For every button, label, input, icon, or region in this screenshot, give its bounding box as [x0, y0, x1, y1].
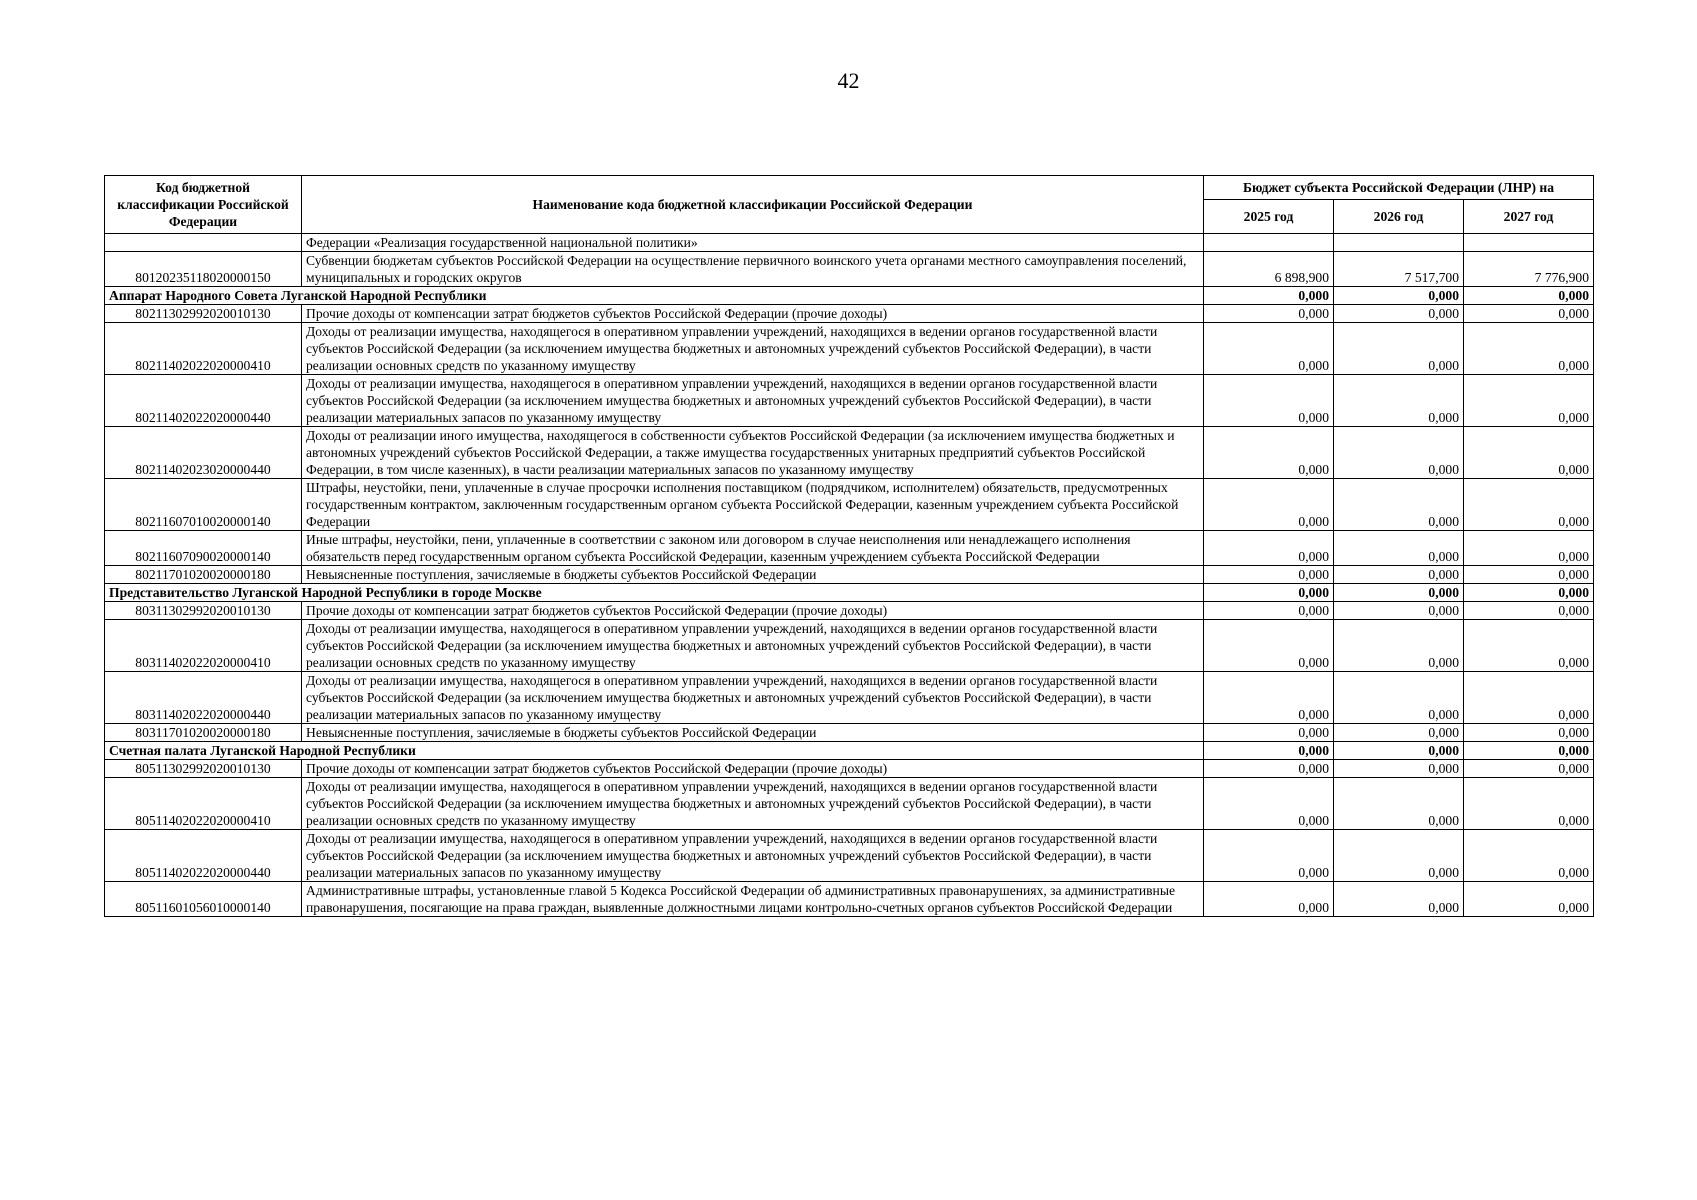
budget-code [105, 234, 302, 252]
amount-2025: 0,000 [1204, 584, 1334, 602]
table-row [105, 305, 1594, 323]
amount-2025: 0,000 [1204, 287, 1334, 305]
amount-2025: 0,000 [1204, 305, 1334, 323]
budget-code-name: Прочие доходы от компенсации затрат бюджетов субъектов Российской Федерации (прочие доходы) [302, 760, 1204, 778]
budget-code: 80211302992020010130 [105, 305, 302, 323]
budget-code-name: Доходы от реализации имущества, находящегося в оперативном управлении учреждений, находящихся в ведении органов государственной власти субъектов Российской Федерации (за исключением имущества бюджетных и автономных учреждений субъектов Российской Федерации), в части реализации материальных запасов по указанному имуществу [302, 830, 1204, 882]
section-row [105, 742, 1594, 760]
amount-2026: 0,000 [1334, 742, 1464, 760]
budget-code: 80311402022020000440 [105, 672, 302, 724]
header-name: Наименование кода бюджетной классификации Российской Федерации [302, 176, 1204, 234]
amount-2026: 0,000 [1334, 427, 1464, 479]
budget-code-name: Невыясненные поступления, зачисляемые в бюджеты субъектов Российской Федерации [302, 566, 1204, 584]
budget-code-name: Прочие доходы от компенсации затрат бюджетов субъектов Российской Федерации (прочие доходы) [302, 602, 1204, 620]
budget-code-name: Административные штрафы, установленные главой 5 Кодекса Российской Федерации об административных правонарушениях, за административные правонарушения, посягающие на права граждан, выявленные должностными лицами контрольно-счетных органов субъектов Российской Федерации [302, 882, 1204, 917]
amount-2026: 7 517,700 [1334, 252, 1464, 287]
table-row [105, 882, 1594, 917]
budget-code: 80311402022020000410 [105, 620, 302, 672]
amount-2026: 0,000 [1334, 882, 1464, 917]
header-year-2027: 2027 год [1464, 200, 1594, 234]
amount-2027: 0,000 [1464, 672, 1594, 724]
table-row [105, 323, 1594, 375]
amount-2027: 0,000 [1464, 287, 1594, 305]
table-row [105, 602, 1594, 620]
section-title: Представительство Луганской Народной Республики в городе Москве [105, 584, 1204, 602]
amount-2027: 0,000 [1464, 323, 1594, 375]
budget-code: 80511302992020010130 [105, 760, 302, 778]
budget-code-name: Прочие доходы от компенсации затрат бюджетов субъектов Российской Федерации (прочие доходы) [302, 305, 1204, 323]
header-budget: Бюджет субъекта Российской Федерации (ЛНР) на [1204, 176, 1594, 200]
table-row [105, 531, 1594, 566]
budget-code: 80511402022020000440 [105, 830, 302, 882]
amount-2025: 0,000 [1204, 620, 1334, 672]
table-row [105, 620, 1594, 672]
amount-2025: 0,000 [1204, 760, 1334, 778]
amount-2026: 0,000 [1334, 287, 1464, 305]
amount-2026: 0,000 [1334, 830, 1464, 882]
amount-2026: 0,000 [1334, 323, 1464, 375]
header-code: Код бюджетной классификации Российской Федерации [105, 176, 302, 234]
budget-code: 80311701020020000180 [105, 724, 302, 742]
budget-code: 80511601056010000140 [105, 882, 302, 917]
budget-code: 80211607090020000140 [105, 531, 302, 566]
budget-code: 80211607010020000140 [105, 479, 302, 531]
table-row [105, 672, 1594, 724]
amount-2027: 0,000 [1464, 882, 1594, 917]
amount-2026: 0,000 [1334, 305, 1464, 323]
budget-code: 80211402023020000440 [105, 427, 302, 479]
budget-code: 80511402022020000410 [105, 778, 302, 830]
budget-code: 80211701020020000180 [105, 566, 302, 584]
table-row [105, 427, 1594, 479]
budget-code-name: Доходы от реализации имущества, находящегося в оперативном управлении учреждений, находящихся в ведении органов государственной власти субъектов Российской Федерации (за исключением имущества бюджетных и автономных учреждений субъектов Российской Федерации), в части реализации материальных запасов по указанному имуществу [302, 375, 1204, 427]
amount-2027: 0,000 [1464, 566, 1594, 584]
header-year-2026: 2026 год [1334, 200, 1464, 234]
budget-code-name: Штрафы, неустойки, пени, уплаченные в случае просрочки исполнения поставщиком (подрядчиком, исполнителем) обязательств, предусмотренных государственным контрактом, заключенным государственным органом субъекта Российской Федерации, казенным учреждением субъекта Российской Федерации [302, 479, 1204, 531]
amount-2025: 0,000 [1204, 830, 1334, 882]
amount-2026: 0,000 [1334, 760, 1464, 778]
amount-2025: 6 898,900 [1204, 252, 1334, 287]
amount-2027 [1464, 234, 1594, 252]
amount-2026: 0,000 [1334, 672, 1464, 724]
amount-2027: 0,000 [1464, 479, 1594, 531]
amount-2027: 0,000 [1464, 602, 1594, 620]
amount-2025: 0,000 [1204, 566, 1334, 584]
amount-2027: 0,000 [1464, 427, 1594, 479]
amount-2025: 0,000 [1204, 882, 1334, 917]
amount-2027: 0,000 [1464, 584, 1594, 602]
amount-2027: 0,000 [1464, 760, 1594, 778]
amount-2027: 7 776,900 [1464, 252, 1594, 287]
amount-2025: 0,000 [1204, 479, 1334, 531]
table-row [105, 375, 1594, 427]
budget-code-name: Иные штрафы, неустойки, пени, уплаченные в соответствии с законом или договором в случае неисполнения или ненадлежащего исполнения обязательств перед государственным органом субъекта Российской Федерации, казенным учреждением субъекта Российской Федерации [302, 531, 1204, 566]
section-title: Счетная палата Луганской Народной Республики [105, 742, 1204, 760]
amount-2026: 0,000 [1334, 566, 1464, 584]
table-row [105, 479, 1594, 531]
budget-code-name: Федерации «Реализация государственной национальной политики» [302, 234, 1204, 252]
amount-2025: 0,000 [1204, 531, 1334, 566]
amount-2026: 0,000 [1334, 602, 1464, 620]
table-body [105, 234, 1594, 917]
section-title: Аппарат Народного Совета Луганской Народной Республики [105, 287, 1204, 305]
table-row [105, 234, 1594, 252]
amount-2027: 0,000 [1464, 778, 1594, 830]
budget-code-name: Доходы от реализации иного имущества, находящегося в собственности субъектов Российской Федерации (за исключением имущества бюджетных и автономных учреждений субъектов Российской Федерации, а также имущества государственных унитарных предприятий субъектов Российской Федерации, в том числе казенных), в части реализации материальных запасов по указанному имуществу [302, 427, 1204, 479]
amount-2025: 0,000 [1204, 778, 1334, 830]
amount-2026: 0,000 [1334, 479, 1464, 531]
amount-2025: 0,000 [1204, 602, 1334, 620]
amount-2026 [1334, 234, 1464, 252]
table-row [105, 778, 1594, 830]
table-row [105, 724, 1594, 742]
amount-2027: 0,000 [1464, 375, 1594, 427]
section-row [105, 287, 1594, 305]
table-header-row [105, 176, 1594, 200]
amount-2025: 0,000 [1204, 375, 1334, 427]
amount-2026: 0,000 [1334, 375, 1464, 427]
header-year-2025: 2025 год [1204, 200, 1334, 234]
budget-code-name: Невыясненные поступления, зачисляемые в бюджеты субъектов Российской Федерации [302, 724, 1204, 742]
page-number: 42 [837, 68, 860, 93]
amount-2027: 0,000 [1464, 620, 1594, 672]
budget-code-name: Доходы от реализации имущества, находящегося в оперативном управлении учреждений, находящихся в ведении органов государственной власти субъектов Российской Федерации (за исключением имущества бюджетных и автономных учреждений субъектов Российской Федерации), в части реализации основных средств по указанному имуществу [302, 778, 1204, 830]
amount-2026: 0,000 [1334, 620, 1464, 672]
section-row [105, 584, 1594, 602]
amount-2027: 0,000 [1464, 305, 1594, 323]
budget-code: 80120235118020000150 [105, 252, 302, 287]
amount-2025: 0,000 [1204, 672, 1334, 724]
amount-2026: 0,000 [1334, 778, 1464, 830]
amount-2025 [1204, 234, 1334, 252]
budget-code-name: Субвенции бюджетам субъектов Российской Федерации на осуществление первичного воинского учета органами местного самоуправления поселений, муниципальных и городских округов [302, 252, 1204, 287]
table-row [105, 566, 1594, 584]
budget-code-name: Доходы от реализации имущества, находящегося в оперативном управлении учреждений, находящихся в ведении органов государственной власти субъектов Российской Федерации (за исключением имущества бюджетных и автономных учреждений субъектов Российской Федерации), в части реализации основных средств по указанному имуществу [302, 620, 1204, 672]
amount-2027: 0,000 [1464, 830, 1594, 882]
amount-2027: 0,000 [1464, 531, 1594, 566]
budget-code: 80211402022020000410 [105, 323, 302, 375]
budget-code-name: Доходы от реализации имущества, находящегося в оперативном управлении учреждений, находящихся в ведении органов государственной власти субъектов Российской Федерации (за исключением имущества бюджетных и автономных учреждений субъектов Российской Федерации), в части реализации основных средств по указанному имуществу [302, 323, 1204, 375]
budget-code-name: Доходы от реализации имущества, находящегося в оперативном управлении учреждений, находящихся в ведении органов государственной власти субъектов Российской Федерации (за исключением имущества бюджетных и автономных учреждений субъектов Российской Федерации), в части реализации материальных запасов по указанному имуществу [302, 672, 1204, 724]
budget-table [104, 175, 1594, 917]
amount-2025: 0,000 [1204, 724, 1334, 742]
table-row [105, 760, 1594, 778]
table-row [105, 252, 1594, 287]
amount-2026: 0,000 [1334, 724, 1464, 742]
budget-code: 80211402022020000440 [105, 375, 302, 427]
amount-2025: 0,000 [1204, 742, 1334, 760]
table-row [105, 830, 1594, 882]
amount-2027: 0,000 [1464, 742, 1594, 760]
amount-2025: 0,000 [1204, 323, 1334, 375]
budget-code: 80311302992020010130 [105, 602, 302, 620]
amount-2025: 0,000 [1204, 427, 1334, 479]
amount-2026: 0,000 [1334, 584, 1464, 602]
amount-2027: 0,000 [1464, 724, 1594, 742]
amount-2026: 0,000 [1334, 531, 1464, 566]
